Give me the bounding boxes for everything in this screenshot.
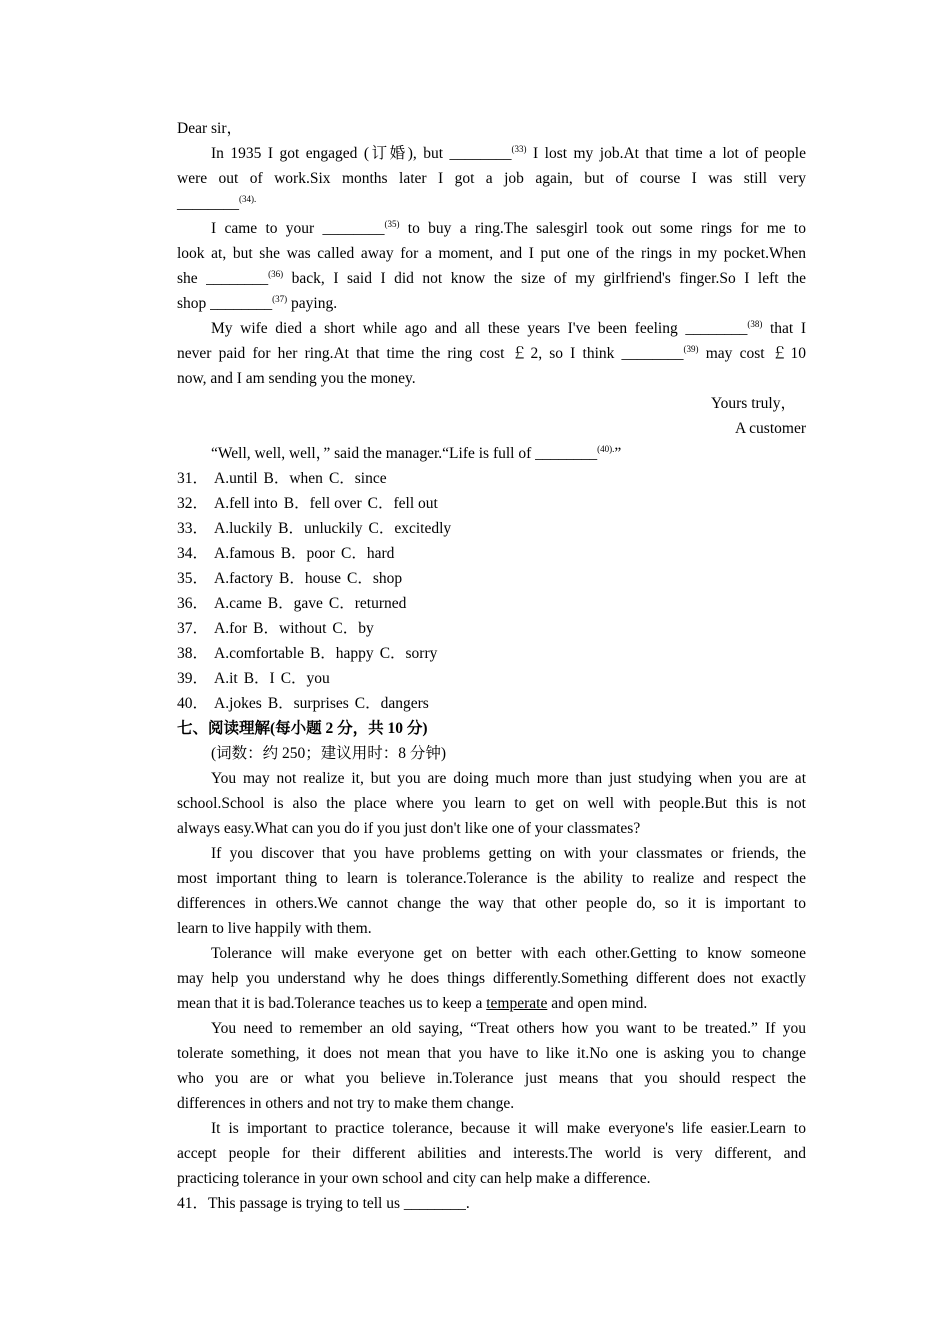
letter-p3-line1: My wife died a short while ago and all these years I've been feeling ________$^{(38)}$ that I [211, 319, 806, 337]
letter-p3-line2: never paid for her ring.At that time the ring cost ￡2, so I think ________$^{(39)}$ may cost ￡10 [177, 344, 806, 362]
passage-line: accept people for their different abilities and interests.The world is very different, and [177, 1145, 806, 1162]
passage-line: practicing tolerance in your own school and city can help make a difference. [177, 1170, 651, 1187]
question-item: 39． A.it B．I C．you [177, 670, 330, 687]
letter-p2-line2: look at, but she was called away for a moment, and I put one of the rings in my pocket.When [177, 245, 806, 262]
document-page [177, 116, 806, 1216]
question-item: 36． A.came B．gave C．returned [177, 595, 407, 612]
question-list [177, 466, 806, 716]
passage-line: You need to remember an old saying, “Treat others how you want to be treated.” If you [211, 1020, 806, 1037]
question-item: 34． A.famous B．poor C．hard [177, 545, 395, 562]
letter-p2-line1: I came to your ________$^{(35)}$ to buy a ring.The salesgirl took out some rings for me to [211, 219, 806, 237]
question-item: 33． A.luckily B．unluckily C．excitedly [177, 520, 452, 537]
passage-line: may help you understand why he does things differently.Something different does not exactly [177, 970, 806, 987]
section-heading: 七、阅读理解(每小题 2 分，共 10 分) [177, 720, 428, 737]
passage-line: It is important to practice tolerance, because it will make everyone's life easier.Learn to [211, 1120, 806, 1137]
letter-p2-line4: shop ________$^{(37)}$ paying. [177, 294, 338, 312]
letter-closing: Yours truly， [711, 395, 796, 412]
letter-p3-line3: now, and I am sending you the money. [177, 370, 416, 387]
passage-line: differences in others.We cannot change the way that other people do, so it is important to [177, 895, 806, 912]
question-item: 37． A.for B．without C．by [177, 620, 374, 637]
passage-line: differences in others and not try to make them change. [177, 1095, 515, 1112]
question-item: 32． A.fell into B．fell over C．fell out [177, 495, 438, 512]
letter-final-line: “Well, well, well，” said the manager.“Life is full of ________$^{(40).}$” [211, 444, 622, 462]
question-item: 31． A.until B．when C．since [177, 470, 387, 487]
passage-line: Tolerance will make everyone get on better with each other.Getting to know someone [211, 945, 806, 962]
letter-p1-line1: In 1935 I got engaged (订婚), but ________$^{(33)}$ I lost my job.At that time a lot of people [211, 144, 806, 162]
passage-line: tolerate something, it does not mean that you have to like it.No one is asking you to change [177, 1045, 806, 1062]
passage-line: mean that it is bad.Tolerance teaches us to keep a temperate and open mind. [177, 995, 648, 1012]
letter-p1-line2: were out of work.Six months later I got a job again, but of course I was still very [177, 170, 806, 187]
letter-greeting: Dear sir， [177, 120, 242, 137]
question-item: 40． A.jokes B．surprises C．dangers [177, 695, 429, 712]
passage-line: If you discover that you have problems getting on with your classmates or friends, the [211, 845, 806, 862]
passage-line: school.School is also the place where you learn to get on well with people.But this is not [177, 795, 806, 812]
question-item: 38． A.comfortable B．happy C．sorry [177, 645, 438, 662]
letter-signature: A customer [734, 420, 806, 437]
question-item: 35． A.factory B．house C．shop [177, 570, 403, 587]
section-subheading: (词数：约 250；建议用时：8 分钟) [211, 745, 447, 762]
passage-line: always easy.What can you do if you just don't like one of your classmates? [177, 820, 641, 837]
underlined-word: temperate [486, 995, 548, 1012]
passage-line: learn to live happily with them. [177, 920, 372, 937]
passage-line: most important thing to learn is tolerance.Tolerance is the ability to realize and respect the [177, 870, 806, 887]
letter-p1-line3: ________$^{(34).}$ [177, 194, 257, 212]
reading-passage [177, 766, 806, 1191]
letter-p2-line3: she ________$^{(36)}$ back, I said I did not know the size of my girlfriend's finger.So I left the [177, 269, 806, 287]
question-41: 41．This passage is trying to tell us ________. [177, 1195, 470, 1212]
passage-line: You may not realize it, but you are doing much more than just studying when you are at [211, 770, 806, 787]
passage-line: who you are or what you believe in.Tolerance just means that you should respect the [177, 1070, 806, 1087]
